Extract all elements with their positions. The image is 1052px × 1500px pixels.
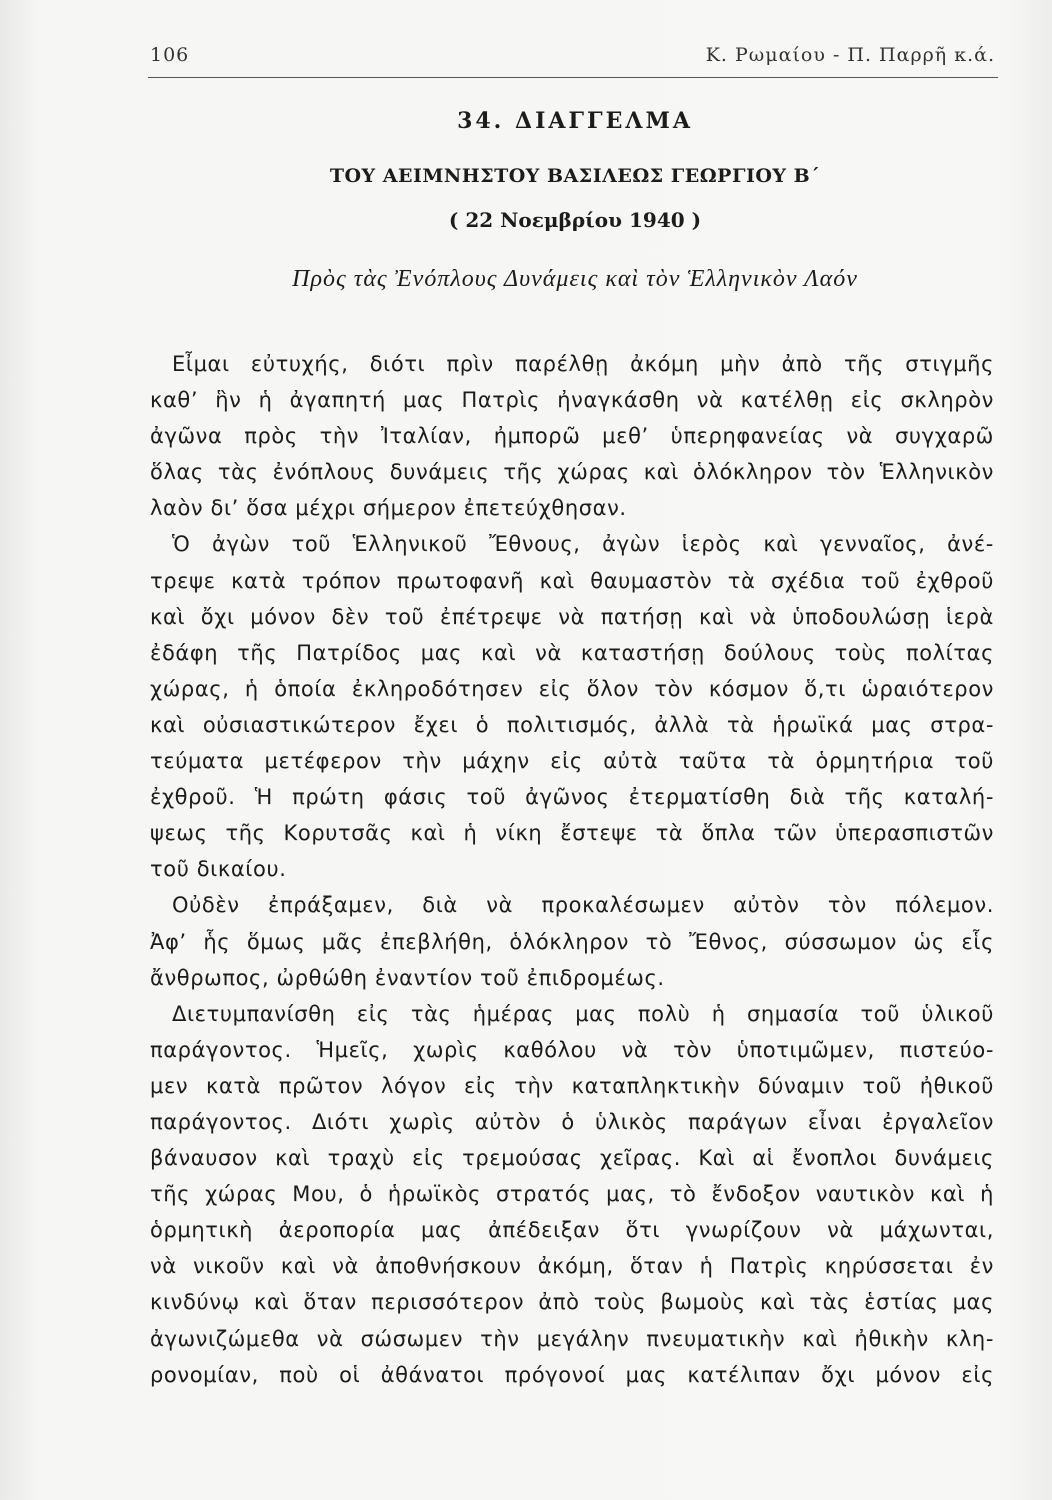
body-line: χώρας, ἡ ὁποία ἐκληροδότησεν εἰς ὅλον τὸν κόσμον ὅ,τι ὡραιότερον <box>150 676 994 701</box>
header-rule <box>148 77 998 78</box>
body-line: Ὁ ἀγὼν τοῦ Ἑλληνικοῦ Ἔθνους, ἀγὼν ἱερὸς καὶ γενναῖος, ἀνέ- <box>172 532 994 557</box>
document-date: ( 22 Νοεμβρίου 1940 ) <box>448 208 702 232</box>
body-line: τρεψε κατὰ τρόπον πρωτοφανῆ καὶ θαυμαστὸν τὰ σχέδια τοῦ ἐχθροῦ <box>150 568 994 593</box>
body-line: λαὸν δι’ ὅσα μέχρι σήμερον ἐπετεύχθησαν. <box>150 496 627 521</box>
body-line: βάναυσον καὶ τραχὺ εἰς τρεμούσας χεῖρας. Καὶ αἱ ἔνοπλοι δυνάμεις <box>150 1146 994 1171</box>
body-line: ρονομίαν, ποὺ οἱ ἀθάνατοι πρόγονοί μας κατέλιπαν ὄχι μόνον εἰς <box>150 1362 994 1387</box>
page-header <box>150 44 995 78</box>
body-line: Εἶμαι εὐτυχής, διότι πρὶν παρέλθῃ ἀκόμη μὴν ἀπὸ τῆς στιγμῆς <box>172 352 994 376</box>
document-title: 34. ΔΙΑΓΓΕΛΜΑ <box>457 108 693 134</box>
body-line: νὰ νικοῦν καὶ νὰ ἀποθνήσκουν ἀκόμη, ὅταν ἡ Πατρὶς κηρύσσεται ἐν <box>150 1254 994 1279</box>
body-line: ἀγωνιζώμεθα νὰ σώσωμεν τὴν μεγάλην πνευματικὴν καὶ ἠθικὴν κλη- <box>150 1326 994 1351</box>
body-line: Ἀφ’ ἧς ὅμως μᾶς ἐπεβλήθη, ὁλόκληρον τὸ Ἔθνος, σύσσωμον ὡς εἷς <box>150 929 994 954</box>
body-text <box>150 346 994 1393</box>
body-line: ὁρμητικὴ ἀεροπορία μας ἀπέδειξαν ὅτι γνωρίζουν νὰ μάχωνται, <box>150 1218 994 1243</box>
body-line: ψεως τῆς Κορυτσᾶς καὶ ἡ νίκη ἔστεψε τὰ ὅπλα τῶν ὑπερασπιστῶν <box>150 821 994 846</box>
body-line: τεύματα μετέφερον τὴν μάχην εἰς αὐτὰ ταῦτα τὰ ὁρμητήρια τοῦ <box>150 749 994 774</box>
page-number: 106 <box>150 44 190 66</box>
body-line: παράγοντος. Ἡμεῖς, χωρὶς καθόλου νὰ τὸν ὑποτιμῶμεν, πιστεύο- <box>150 1037 994 1062</box>
body-line: καὶ ὄχι μόνον δὲν τοῦ ἐπέτρεψε νὰ πατήσῃ καὶ νὰ ὑποδουλώσῃ ἱερὰ <box>150 604 994 629</box>
body-line: κινδύνῳ καὶ ὅταν περισσότερον ἀπὸ τοὺς βωμοὺς καὶ τὰς ἑστίας μας <box>150 1290 994 1315</box>
body-line: ὅλας τὰς ἐνόπλους δυνάμεις τῆς χώρας καὶ ὁλόκληρον τὸν Ἑλληνικὸν <box>150 460 994 485</box>
body-line: παράγοντος. Διότι χωρὶς αὐτὸν ὁ ὑλικὸς παράγων εἶναι ἐργαλεῖον <box>150 1109 994 1134</box>
document-address: Πρὸς τὰς Ἐνόπλους Δυνάμεις καὶ τὸν Ἑλληνικὸν Λαόν <box>292 266 858 292</box>
body-line: τῆς χώρας Μου, ὁ ἡρωϊκὸς στρατός μας, τὸ ἔνδοξον ναυτικὸν καὶ ἡ <box>150 1182 994 1207</box>
body-line: ἐδάφη τῆς Πατρίδος μας καὶ νὰ καταστήσῃ δούλους τοὺς πολίτας <box>150 640 994 665</box>
body-line: καὶ οὐσιαστικώτερον ἔχει ὁ πολιτισμός, ἀλλὰ τὰ ἡρωϊκά μας στρα- <box>150 712 994 737</box>
body-line: Διετυμπανίσθη εἰς τὰς ἡμέρας μας πολὺ ἡ σημασία τοῦ ὑλικοῦ <box>172 1001 994 1026</box>
running-head: Κ. Ρωμαίου - Π. Παρρῆ κ.ά. <box>705 44 995 66</box>
body-line: ἐχθροῦ. Ἡ πρώτη φάσις τοῦ ἀγῶνος ἐτερματίσθη διὰ τῆς καταλή- <box>150 785 994 810</box>
document-subtitle: ΤΟΥ ΑΕΙΜΝΗΣΤΟΥ ΒΑΣΙΛΕΩΣ ΓΕΩΡΓΙΟΥ Β΄ <box>329 165 821 187</box>
body-line: καθ’ ἣν ἡ ἀγαπητή μας Πατρὶς ἠναγκάσθη νὰ κατέλθῃ εἰς σκληρὸν <box>150 388 994 413</box>
body-line: ἄνθρωπος, ὠρθώθη ἐναντίον τοῦ ἐπιδρομέως. <box>150 965 665 990</box>
body-line: Οὐδὲν ἐπράξαμεν, διὰ νὰ προκαλέσωμεν αὐτὸν τὸν πόλεμον. <box>172 893 994 918</box>
body-line: ἀγῶνα πρὸς τὴν Ἰταλίαν, ἠμπορῶ μεθ’ ὑπερηφανείας νὰ συγχαρῶ <box>150 424 994 449</box>
body-line: μεν κατὰ πρῶτον λόγον εἰς τὴν καταπληκτικὴν δύναμιν τοῦ ἠθικοῦ <box>150 1073 994 1098</box>
body-line: τοῦ δικαίου. <box>150 857 287 882</box>
